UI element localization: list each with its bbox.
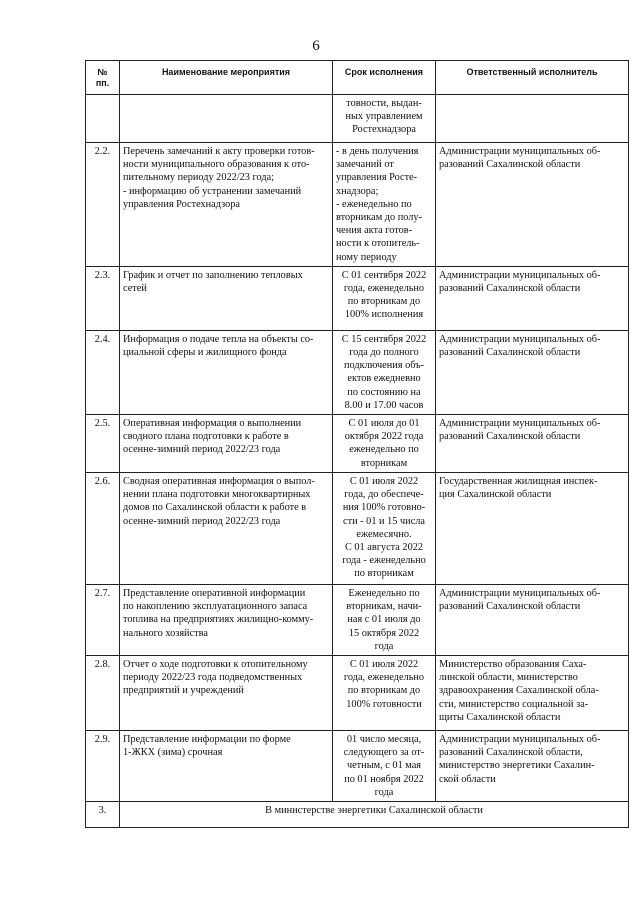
row-name: Сводная оперативная информация о выпол- нении плана подготовки многоквартирных домов по Сахалинской области к работе в осенне-зимний период 2022/23 года (120, 473, 333, 585)
row-responsible: Администрации муниципальных об- разований Сахалинской области (436, 415, 629, 473)
row-responsible: Администрации муниципальных об- разований Сахалинской области (436, 585, 629, 656)
section-row (86, 802, 629, 828)
row-term: С 01 июля 2022 года, до обеспече- ния 100% готовно- сти - 01 и 15 числа ежемесячно. С 01 августа 2022 года - еженедельно по вторникам (333, 473, 436, 585)
row-name: Представление информации по форме 1-ЖКХ (зима) срочная (120, 731, 333, 802)
table-row (86, 330, 629, 414)
section-title: В министерстве энергетики Сахалинской области (120, 802, 629, 828)
row-term: С 01 июля 2022 года, еженедельно по вторникам до 100% готовности (333, 656, 436, 731)
section-num: 3. (86, 802, 120, 828)
row-responsible: Администрации муниципальных об- разований Сахалинской области (436, 143, 629, 267)
row-num: 2.6. (86, 473, 120, 585)
row-num: 2.8. (86, 656, 120, 731)
row-term: С 01 июля до 01 октября 2022 года еженедельно по вторникам (333, 415, 436, 473)
row-num: 2.3. (86, 266, 120, 330)
row-term: Еженедельно по вторникам, начи- ная с 01 июля до 15 октября 2022 года (333, 585, 436, 656)
table-row (86, 143, 629, 267)
row-num: 2.4. (86, 330, 120, 414)
row-term: - в день получения замечаний от управления Росте- хнадзора; - еженедельно по вторникам до полу- чения акта готов- ности к отопитель- ному периоду (333, 143, 436, 267)
table-row (86, 266, 629, 330)
row-name: Перечень замечаний к акту проверки готов- ности муниципального образования к ото- пительному периоду 2022/23 года; - информацию об устранении замечаний управления Ростехнадзора (120, 143, 333, 267)
row-num: 2.5. (86, 415, 120, 473)
row-name: Информация о подаче тепла на объекты со- циальной сферы и жилищного фонда (120, 330, 333, 414)
row-num (86, 95, 120, 143)
row-name: Отчет о ходе подготовки к отопительному периоду 2022/23 года подведомственных предприятий и учреждений (120, 656, 333, 731)
page-number: 6 (312, 38, 320, 54)
row-responsible: Администрации муниципальных об- разований Сахалинской области (436, 330, 629, 414)
header-term: Срок исполнения (333, 61, 436, 95)
table-row (86, 656, 629, 731)
measures-table (85, 60, 629, 828)
row-name: Представление оперативной информации по накоплению эксплуатационного запаса топлива на предприятиях жилищно-комму- нального хозяйства (120, 585, 333, 656)
header-num: № пп. (86, 61, 120, 95)
row-responsible: Министерство образования Саха- линской области, министерство здравоохранения Сахалинской обла- сти, министерство социальной за- щиты Сахалинской области (436, 656, 629, 731)
row-responsible (436, 95, 629, 143)
row-term: С 01 сентября 2022 года, еженедельно по вторникам до 100% исполнения (333, 266, 436, 330)
row-responsible: Администрации муниципальных об- разований Сахалинской области (436, 266, 629, 330)
header-responsible: Ответственный исполнитель (436, 61, 629, 95)
row-term: С 15 сентября 2022 года до полного подключения объ- ектов ежедневно по состоянию на 8.00 и 17.00 часов (333, 330, 436, 414)
table-row (86, 731, 629, 802)
table-header-row (86, 61, 629, 95)
row-num: 2.9. (86, 731, 120, 802)
header-name: Наименование мероприятия (120, 61, 333, 95)
row-num: 2.2. (86, 143, 120, 267)
table-row (86, 415, 629, 473)
row-num: 2.7. (86, 585, 120, 656)
row-name (120, 95, 333, 143)
row-name: Оперативная информация о выполнении сводного плана подготовки к работе в осенне-зимний период 2022/23 года (120, 415, 333, 473)
row-name: График и отчет по заполнению тепловых сетей (120, 266, 333, 330)
row-term: 01 число месяца, следующего за от- четным, с 01 мая по 01 ноября 2022 года (333, 731, 436, 802)
table-row (86, 473, 629, 585)
table-row (86, 95, 629, 143)
table-row (86, 585, 629, 656)
row-term: товности, выдан- ных управлением Ростехнадзора (333, 95, 436, 143)
row-responsible: Администрации муниципальных об- разований Сахалинской области, министерство энергетики Сахалин- ской области (436, 731, 629, 802)
row-responsible: Государственная жилищная инспек- ция Сахалинской области (436, 473, 629, 585)
